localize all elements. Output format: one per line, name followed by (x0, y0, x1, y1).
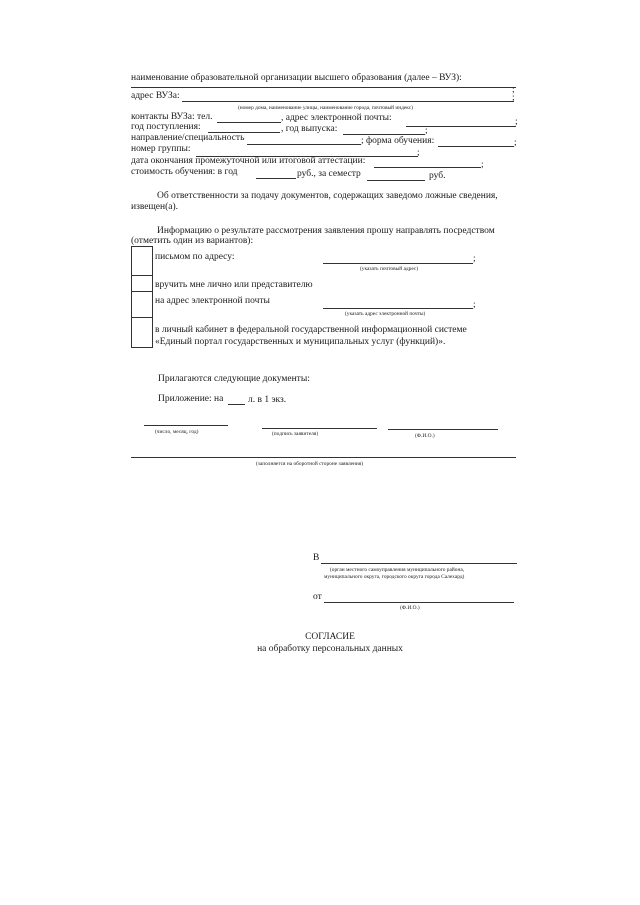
consent-title: СОГЛАСИЕ (305, 632, 355, 642)
line-end-semicolon: ; (425, 126, 428, 136)
line-end-semicolon: ; (514, 138, 517, 148)
cost-per-semester-label: руб., за семестр (297, 169, 361, 179)
study-form-label: ; форма обучения: (361, 136, 435, 146)
reverse-side-line (131, 457, 516, 458)
result-info-line-1: Информацию о результате рассмотрения заявления прошу направлять посредством (157, 226, 495, 236)
university-address-line[interactable] (182, 101, 514, 102)
group-number-label: номер группы: (131, 144, 191, 154)
option-gosuslugi-checkbox[interactable] (131, 317, 153, 348)
option-mail-hint: (указать почтовый адрес) (360, 266, 419, 272)
line-end-semicolon: ; (481, 160, 484, 170)
signature-date-line[interactable] (144, 425, 228, 426)
authority-hint-2: муниципального округа, городского округа города Салехард) (324, 574, 465, 580)
org-name-label: наименование образовательной организации высшего образования (далее – ВУЗ): (131, 73, 462, 83)
graduation-year-line[interactable] (343, 134, 425, 135)
option-gosuslugi-label: в личный кабинет в федеральной государственной информационной системе (155, 325, 467, 335)
graduation-year-label: , год выпуска: (281, 124, 338, 134)
line-end-semicolon: ; (515, 117, 518, 127)
option-mail-address-line[interactable] (323, 263, 473, 264)
consent-from-line[interactable] (324, 602, 514, 603)
signature-date-hint: (число, месяц, год) (155, 429, 199, 435)
cost-per-year-label: стоимость обучения: в год (131, 167, 238, 177)
cost-per-semester-line[interactable] (367, 180, 425, 181)
consent-from-hint: (Ф.И.О.) (400, 605, 420, 611)
consent-authority-line[interactable] (321, 563, 517, 564)
option-mail-label: письмом по адресу: (155, 252, 235, 262)
option-email-label: на адрес электронной почты (155, 296, 270, 306)
applicant-name-hint: (Ф.И.О.) (415, 433, 435, 439)
applicant-signature-line[interactable] (262, 428, 377, 429)
option-email-address-line[interactable] (323, 308, 473, 309)
university-address-label: адрес ВУЗа: (131, 91, 180, 101)
admission-year-label: год поступления: (131, 122, 201, 132)
appendix-pages-line[interactable] (228, 404, 245, 405)
consent-to-label: В (313, 553, 320, 563)
option-gosuslugi-label-2: «Единый портал государственных и муниципальных услуг (функций)». (155, 337, 446, 347)
currency-label: руб. (429, 171, 446, 181)
consent-from-label: от (313, 592, 322, 602)
option-email-checkbox[interactable] (131, 291, 153, 319)
authority-hint-1: (орган местного самоуправления муниципального района, (330, 567, 465, 573)
university-email-line[interactable] (406, 126, 516, 127)
applicant-name-line[interactable] (388, 429, 498, 430)
result-info-line-2: (отметить один из вариантов): (131, 236, 254, 246)
responsibility-line-1: Об ответственности за подачу документов, содержащих заведомо ложные сведения, (157, 191, 498, 201)
applicant-signature-hint: (подпись заявителя) (272, 431, 319, 437)
appendix-suffix: л. в 1 экз. (248, 395, 287, 405)
consent-subtitle: на обработку персональных данных (257, 644, 403, 654)
attestation-date-line[interactable] (374, 167, 481, 168)
option-email-hint: (указать адрес электронной почты) (345, 311, 426, 317)
appendix-prefix: Приложение: на (158, 394, 224, 404)
org-name-line[interactable] (131, 87, 516, 88)
line-end-semicolon: ; (512, 93, 515, 103)
option-mail-checkbox[interactable] (131, 246, 153, 277)
line-end-semicolon: ; (512, 85, 515, 95)
specialty-line[interactable] (247, 144, 361, 145)
line-end-semicolon: ; (417, 148, 420, 158)
study-form-line[interactable] (438, 146, 514, 147)
university-phone-line[interactable] (217, 122, 281, 123)
university-email-label: , адрес электронной почты: (281, 113, 392, 123)
specialty-label: направление/специальность (131, 133, 245, 143)
university-address-hint: (номер дома, наименование улицы, наименование города, почтовый индекс) (238, 105, 413, 111)
option-in-person-label: вручить мне лично или представителю (155, 280, 313, 290)
university-phone-label: контакты ВУЗа: тел. (131, 112, 213, 122)
line-end-semicolon: ; (473, 300, 476, 310)
attestation-date-label: дата окончания промежуточной или итоговой аттестации: (131, 156, 366, 166)
reverse-side-note: (заполняется на оборотной стороне заявления) (256, 461, 364, 467)
line-end-semicolon: ; (473, 254, 476, 264)
responsibility-line-2: извещен(а). (131, 202, 179, 212)
cost-per-year-line[interactable] (256, 178, 296, 179)
attachments-title: Прилагаются следующие документы: (158, 374, 310, 384)
